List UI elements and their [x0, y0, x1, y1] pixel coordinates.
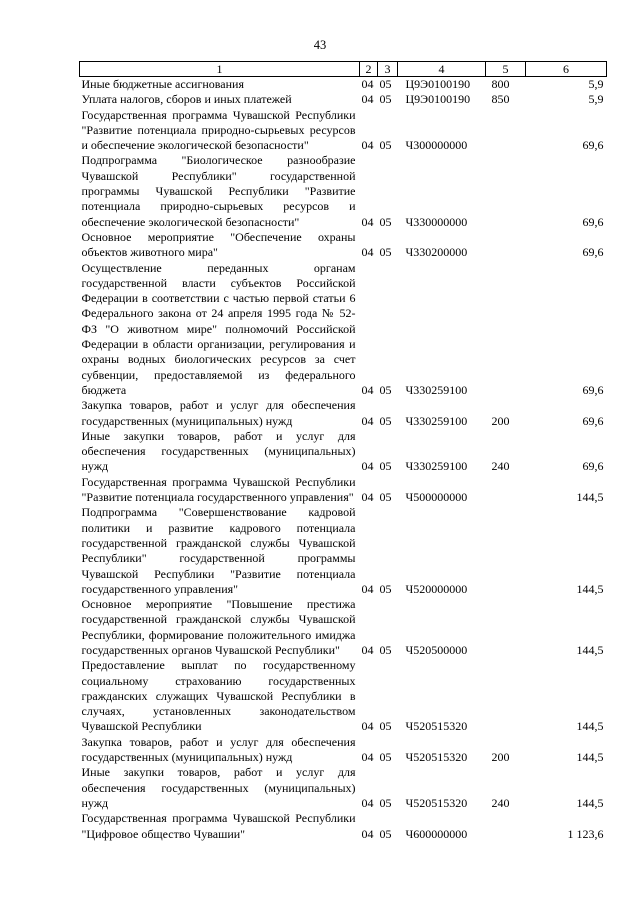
row-name: Иные бюджетные ассигнования: [81, 77, 244, 91]
row-expense-type: [486, 230, 526, 261]
row-subsection: 05: [379, 77, 392, 91]
table-row: [80, 735, 607, 766]
row-amount: 5,9: [588, 92, 604, 107]
row-target-article: Ч330259100: [405, 413, 468, 428]
row-target-article: Ч600000000: [405, 826, 468, 841]
row-section: 04: [361, 490, 374, 505]
row-subsection: 05: [379, 214, 392, 229]
column-header: 3: [378, 62, 398, 77]
row-section: 04: [361, 214, 374, 229]
row-target-article: Ц9Э0100190: [405, 92, 471, 107]
row-amount: 144,5: [576, 719, 604, 734]
table-row: [80, 765, 607, 811]
row-subsection: 05: [379, 642, 392, 657]
row-section: 04: [361, 719, 374, 734]
row-amount: 69,6: [582, 459, 604, 474]
table-body: [80, 77, 607, 842]
row-subsection: 05: [379, 245, 392, 260]
row-amount: 69,6: [582, 382, 604, 397]
row-subsection: 05: [379, 490, 392, 505]
row-amount: 144,5: [576, 642, 604, 657]
row-section: 04: [361, 92, 374, 107]
row-expense-type: [486, 811, 526, 842]
table-row: [80, 597, 607, 658]
table-row: [80, 475, 607, 506]
row-name: Уплата налогов, сборов и иных платежей: [81, 92, 292, 107]
row-amount: 5,9: [588, 77, 604, 91]
row-name: Осуществление переданных органам государственной власти субъектов Российской Федерации в соответствии с частью первой статьи 6 Федерального закона от 24 апреля 1995 года № 52-ФЗ "О животном мире" полномочий Российской Федерации в области организации, регулирования и охраны водных биологических ресурсов за счет субвенции, предоставляемой из федерального бюджета: [81, 260, 356, 397]
row-name: Иные закупки товаров, работ и услуг для обеспечения государственных (муниципальных) нужд: [81, 765, 356, 810]
row-expense-type: [486, 658, 526, 734]
table-row: [80, 261, 607, 399]
row-section: 04: [361, 77, 374, 91]
table-row: [80, 398, 607, 429]
row-target-article: Ч520515320: [405, 750, 468, 765]
row-target-article: Ч500000000: [405, 490, 468, 505]
row-target-article: Ч520000000: [405, 581, 468, 596]
row-subsection: 05: [379, 382, 392, 397]
row-name: Иные закупки товаров, работ и услуг для обеспечения государственных (муниципальных) нужд: [81, 428, 356, 474]
row-subsection: 05: [379, 826, 392, 841]
row-section: 04: [361, 382, 374, 397]
row-expense-type: 200: [491, 750, 510, 765]
row-subsection: 05: [379, 459, 392, 474]
row-amount: 144,5: [576, 581, 604, 596]
row-section: 04: [361, 826, 374, 841]
row-target-article: Ч520515320: [405, 719, 468, 734]
row-subsection: 05: [379, 413, 392, 428]
table-row: [80, 230, 607, 261]
row-target-article: Ц9Э0100190: [405, 77, 471, 91]
row-expense-type: 240: [491, 795, 510, 810]
row-target-article: Ч330259100: [405, 459, 468, 474]
row-section: 04: [361, 581, 374, 596]
row-target-article: Ч330200000: [405, 245, 468, 260]
column-header: 4: [398, 62, 486, 77]
row-expense-type: 240: [491, 459, 510, 474]
row-target-article: Ч330000000: [405, 214, 468, 229]
row-expense-type: 200: [491, 413, 510, 428]
row-expense-type: [486, 261, 526, 399]
column-number-header: [80, 62, 607, 77]
row-name: Основное мероприятие "Обеспечение охраны объектов животного мира": [81, 229, 356, 260]
row-name: Закупка товаров, работ и услуг для обеспечения государственных (муниципальных) нужд: [81, 398, 356, 428]
row-name: Основное мероприятие "Повышение престижа государственной гражданской службы Чувашской Республики, формирование положительного имиджа государственных органов Чувашской Республики": [81, 597, 356, 657]
table-row: [80, 92, 607, 107]
row-subsection: 05: [379, 581, 392, 596]
row-name: Подпрограмма "Совершенствование кадровой политики и развитие кадрового потенциала государственной гражданской службы Чувашской Республики" государственной программы Чувашской Республики "Развитие потенциала государственного управления": [81, 505, 356, 596]
row-subsection: 05: [379, 719, 392, 734]
row-section: 04: [361, 245, 374, 260]
row-subsection: 05: [379, 92, 392, 107]
table-row: [80, 505, 607, 597]
row-target-article: Ч520515320: [405, 795, 468, 810]
row-section: 04: [361, 795, 374, 810]
row-name: Государственная программа Чувашской Республики "Цифровое общество Чувашии": [81, 811, 356, 841]
row-expense-type: 800: [491, 77, 510, 91]
row-expense-type: [486, 153, 526, 229]
row-section: 04: [361, 750, 374, 765]
row-amount: 144,5: [576, 750, 604, 765]
table-row: [80, 658, 607, 734]
row-target-article: Ч520500000: [405, 642, 468, 657]
row-amount: 69,6: [582, 214, 604, 229]
table-row: [80, 153, 607, 229]
table-row: [80, 77, 607, 93]
row-subsection: 05: [379, 795, 392, 810]
column-header: 2: [360, 62, 378, 77]
row-name: Подпрограмма "Биологическое разнообразие Чувашской Республики" государственной программы Чувашской Республики "Развитие потенциала природно-сырьевых ресурсов и обеспечение экологической безопасности": [81, 153, 356, 229]
row-name: Предоставление выплат по государственному социальному страхованию государственных гражданских служащих Чувашской Республики в случаях, установленных законодательством Чувашской Республики: [81, 658, 356, 734]
row-subsection: 05: [379, 138, 392, 153]
row-expense-type: [486, 505, 526, 597]
row-section: 04: [361, 642, 374, 657]
row-target-article: Ч300000000: [405, 138, 468, 153]
column-header: 5: [486, 62, 526, 77]
row-expense-type: [486, 475, 526, 506]
row-expense-type: 850: [491, 92, 510, 107]
table-row: [80, 108, 607, 154]
row-expense-type: [486, 108, 526, 154]
row-name: Государственная программа Чувашской Республики "Развитие потенциала государственного управления": [81, 474, 356, 505]
row-amount: 144,5: [576, 795, 604, 810]
budget-table: [79, 61, 607, 842]
table-row: [80, 429, 607, 475]
page-number: 43: [313, 38, 327, 52]
row-amount: 69,6: [582, 245, 604, 260]
row-expense-type: [486, 597, 526, 658]
row-section: 04: [361, 138, 374, 153]
row-name: Государственная программа Чувашской Республики "Развитие потенциала природно-сырьевых ресурсов и обеспечение экологической безопасности": [81, 107, 356, 153]
table-row: [80, 811, 607, 842]
row-amount: 1 123,6: [567, 826, 604, 841]
row-section: 04: [361, 459, 374, 474]
row-target-article: Ч330259100: [405, 382, 468, 397]
row-section: 04: [361, 413, 374, 428]
row-amount: 144,5: [576, 490, 604, 505]
row-subsection: 05: [379, 750, 392, 765]
column-header: 6: [526, 62, 607, 77]
column-header: 1: [80, 62, 360, 77]
row-amount: 69,6: [582, 413, 604, 428]
row-amount: 69,6: [582, 138, 604, 153]
row-name: Закупка товаров, работ и услуг для обеспечения государственных (муниципальных) нужд: [81, 734, 356, 765]
